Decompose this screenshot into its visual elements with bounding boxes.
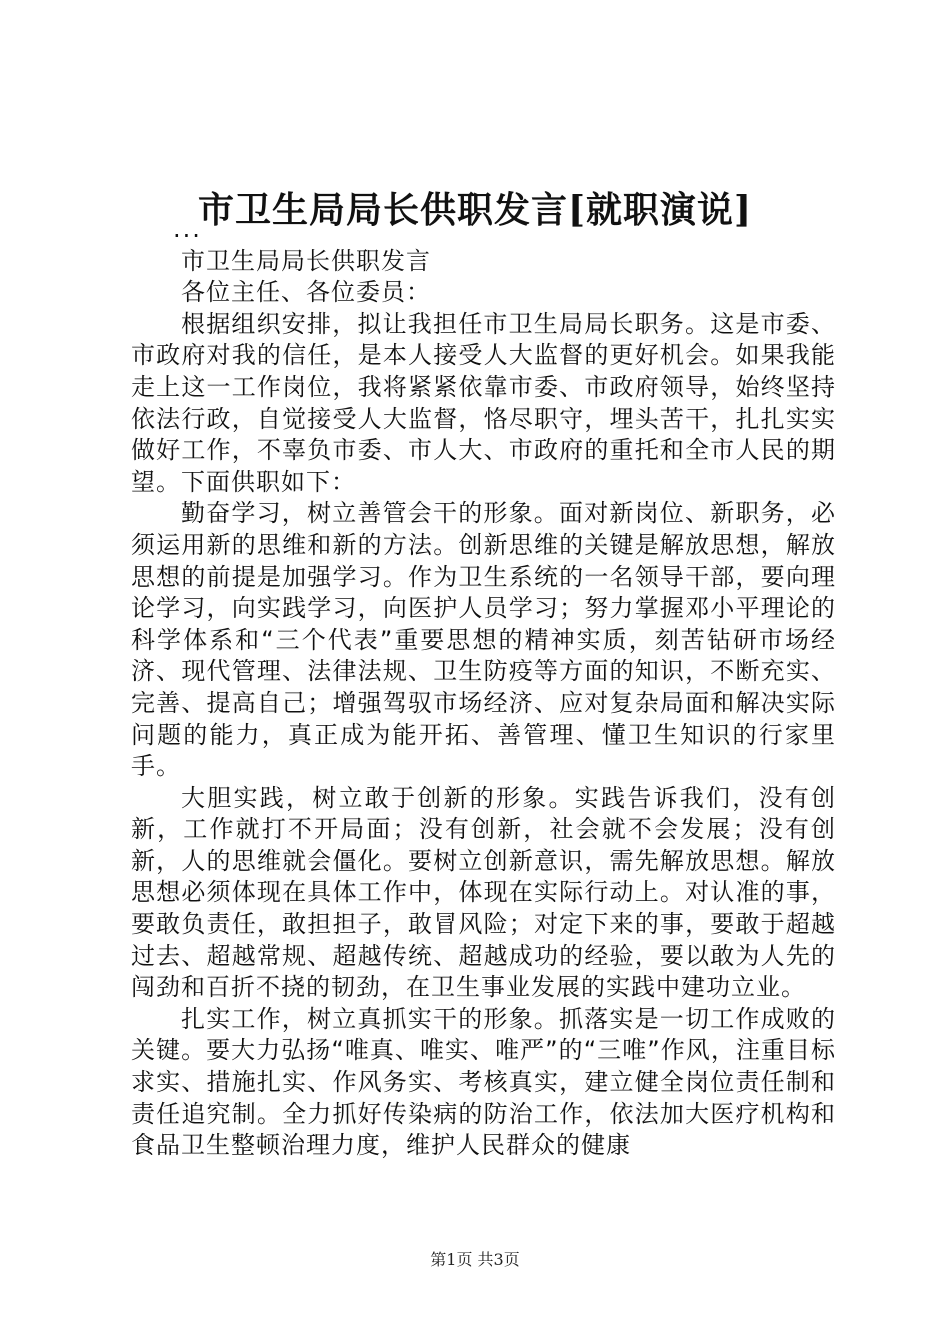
- document-title: 市卫生局局长供职发言[就职演说]: [197, 189, 753, 231]
- paragraph: 扎实工作，树立真抓实干的形象。抓落实是一切工作成败的关键。要大力弘扬“唯真、唯实、唯严”的“三唯”作风，注重目标求实、措施扎实、作风务实、考核真实，建立健全岗位责任制和责任追究制。全力抓好传染病的防治工作，依法加大医疗机构和食品卫生整顿治理力度，维护人民群众的健康: [131, 1004, 836, 1160]
- paragraph: 勤奋学习，树立善管会干的形象。面对新岗位、新职务，必须运用新的思维和新的方法。创新思维的关键是解放思想，解放思想的前提是加强学习。作为卫生系统的一名领导干部，要向理论学习，向实践学习，向医护人员学习；努力掌握邓小平理论的科学体系和“三个代表”重要思想的精神实质，刻苦钻研市场经济、现代管理、法律法规、卫生防疫等方面的知识，不断充实、完善、提高自己；增强驾驭市场经济、应对复杂局面和解决实际问题的能力，真正成为能开拓、善管理、懂卫生知识的行家里手。: [131, 499, 836, 781]
- document-subtitle: 市卫生局局长供职发言: [181, 246, 431, 275]
- paragraph: 大胆实践，树立敢于创新的形象。实践告诉我们，没有创新，工作就打不开局面；没有创新，社会就不会发展；没有创新，人的思维就会僵化。要树立创新意识，需先解放思想。解放思想必须体现在具体工作中，体现在实际行动上。对认准的事，要敢负责任，敢担担子，敢冒风险；对定下来的事，要敢于超越过去、超越常规、超越传统、超越成功的经验，要以敢为人先的闯劲和百折不挠的韧劲，在卫生事业发展的实践中建功立业。: [131, 783, 836, 1002]
- document-body: [131, 214, 836, 1162]
- ellipsis-line: ...: [173, 215, 202, 243]
- salutation: 各位主任、各位委员：: [181, 278, 431, 307]
- paragraph: 根据组织安排，拟让我担任市卫生局局长职务。这是市委、市政府对我的信任，是本人接受人大监督的更好机会。如果我能走上这一工作岗位，我将紧紧依靠市委、市政府领导，始终坚持依法行政，自觉接受人大监督，恪尽职守，埋头苦干，扎扎实实做好工作，不辜负市委、市人大、市政府的重托和全市人民的期望。下面供职如下：: [131, 309, 836, 496]
- page-footer: 第1页 共3页: [430, 1250, 520, 1269]
